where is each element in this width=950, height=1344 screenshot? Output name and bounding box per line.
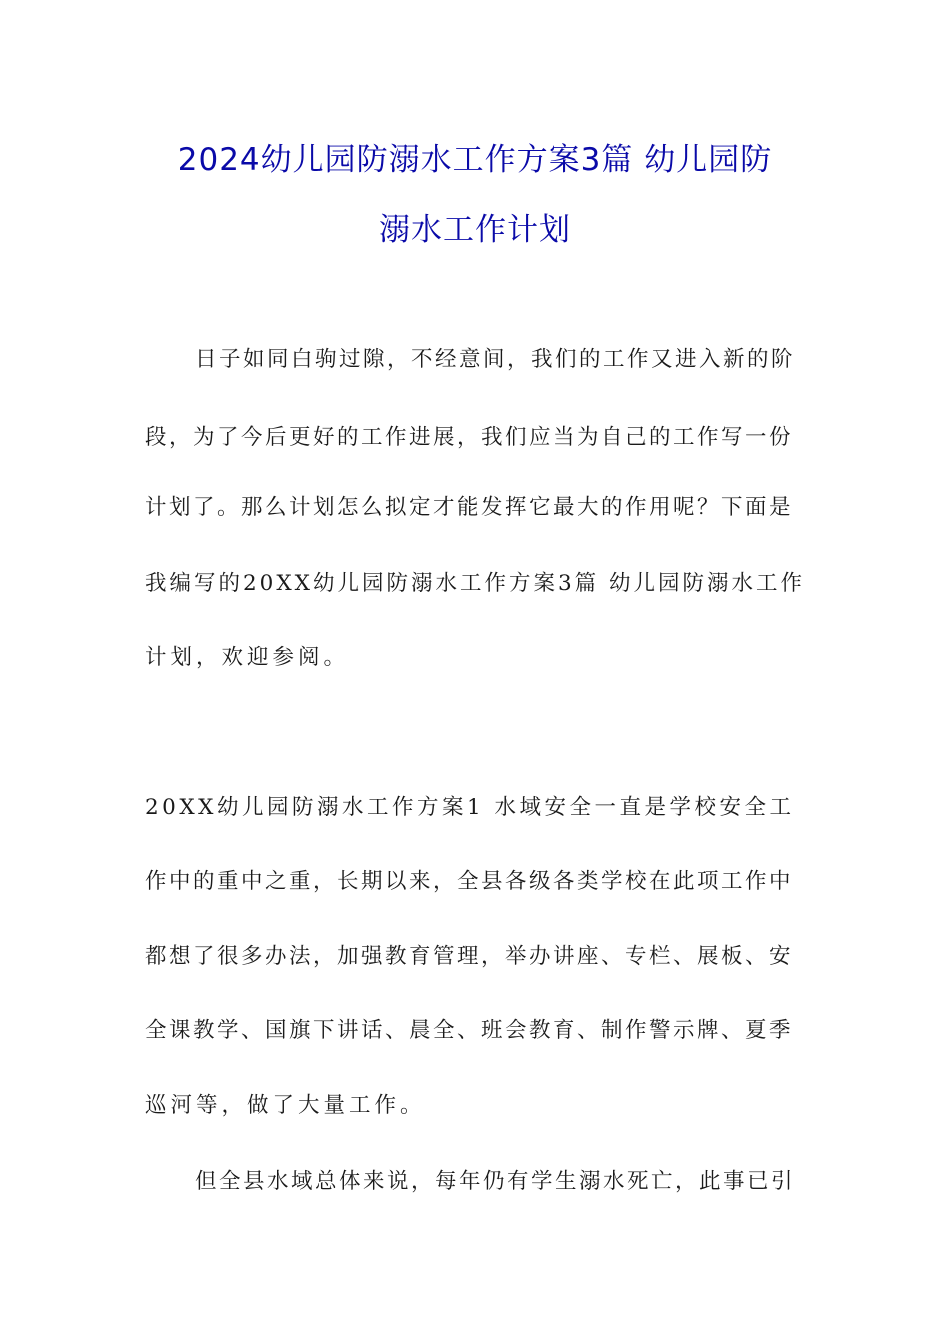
paragraph-3-line-1: 但全县水域总体来说，每年仍有学生溺水死亡，此事已引 [195,1169,796,1194]
paragraph-1-line-1: 日子如同白驹过隙，不经意间，我们的工作又进入新的阶 [195,347,796,372]
paragraph-2-line-4: 全课教学、国旗下讲话、晨全、班会教育、制作警示牌、夏季 [145,1018,794,1043]
paragraph-1-line-3: 计划了。那么计划怎么拟定才能发挥它最大的作用呢？下面是 [145,495,794,520]
paragraph-2-line-3: 都想了很多办法，加强教育管理，举办讲座、专栏、展板、安 [145,944,794,969]
paragraph-1-line-2: 段，为了今后更好的工作进展，我们应当为自己的工作写一份 [145,425,794,450]
paragraph-2-line-1: 20XX幼儿园防溺水工作方案1 水域安全一直是学校安全工 [145,795,795,820]
paragraph-2-line-2: 作中的重中之重，长期以来，全县各级各类学校在此项工作中 [145,869,794,894]
document-title-line-2: 溺水工作计划 [379,212,571,248]
paragraph-1-line-4: 我编写的20XX幼儿园防溺水工作方案3篇 幼儿园防溺水工作 [145,571,805,596]
paragraph-1-line-5: 计划，欢迎参阅。 [145,645,350,670]
document-title-line-1: 2024幼儿园防溺水工作方案3篇 幼儿园防 [177,142,773,178]
paragraph-2-line-5: 巡河等，做了大量工作。 [145,1093,426,1118]
